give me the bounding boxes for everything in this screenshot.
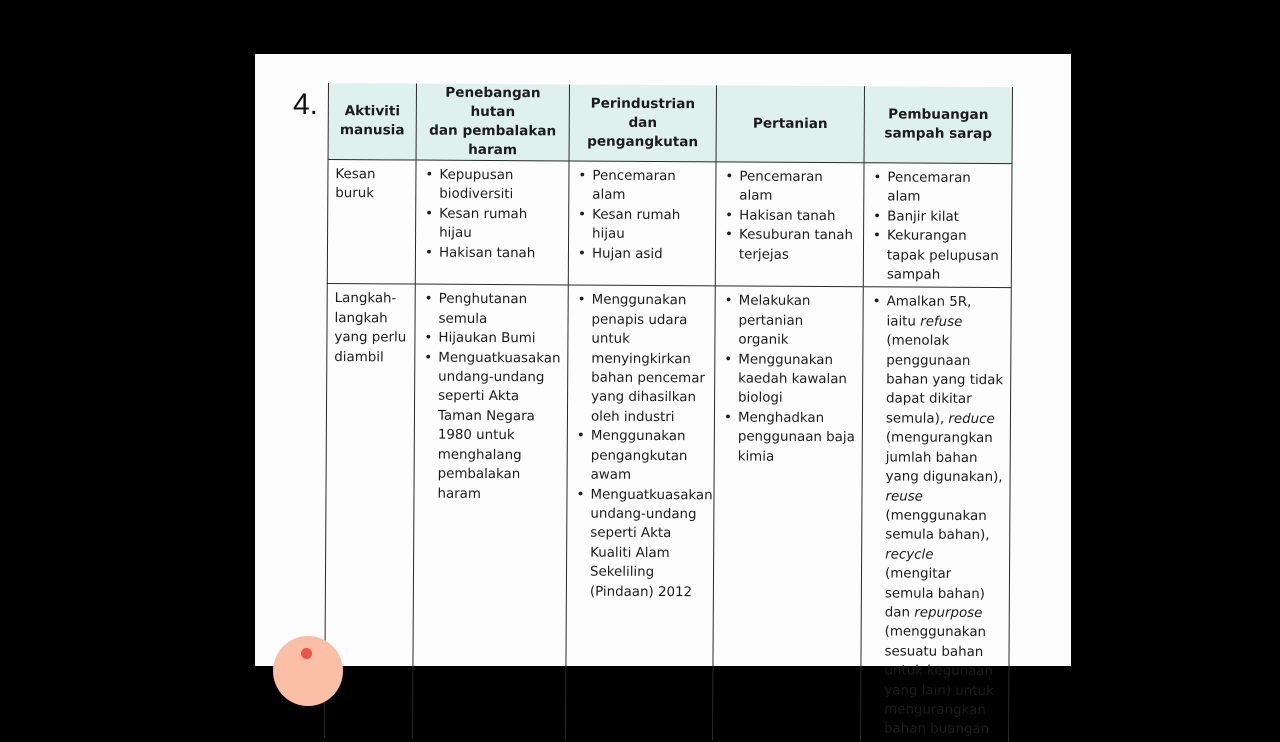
cell-langkah-penebangan	[412, 284, 568, 739]
recording-indicator[interactable]	[273, 636, 343, 706]
list-item: • Amalkan 5R, iaitu refuse (menolak penggunaan bahan yang tidak dapat dikitar semula), reduce (mengurangkan jumlah bahan yang digunakan), reuse (menggunakan semula bahan), recycle (mengitar semula bahan) dan repurpose (menggunakan sesuatu bahan untuk kegunaan yang lain) untuk mengurangkan bahan buangan	[868, 293, 1005, 740]
cell-kesan-penebangan	[415, 160, 569, 285]
row-langkah	[325, 284, 1012, 742]
list-item: • Banjir kilat	[871, 207, 1005, 227]
header-penebangan: Penebangan hutan dan pembalakan haram	[416, 84, 569, 161]
list-item: • Melakukan pertanian organik	[722, 292, 856, 351]
list-item: • Menguatkuasakan undang-undang seperti Akta Taman Negara 1980 untuk menghalang pembalakan haram	[421, 348, 561, 504]
impact-table	[324, 83, 1013, 742]
row-label-kesan: Kesan buruk	[327, 160, 416, 285]
table-sheet	[324, 83, 1012, 738]
list-item: • Menggunakan pengangkutan awam	[575, 427, 708, 486]
question-number: 4.	[293, 88, 319, 121]
row-label-langkah: Langkah- langkah yang perlu diambil	[325, 284, 416, 738]
row-kesan-buruk	[327, 160, 1012, 289]
list-item: • Pencemaran alam	[871, 168, 1005, 208]
list-item: • Pencemaran alam	[723, 167, 857, 207]
cell-langkah-pembuangan	[860, 287, 1011, 742]
list-item: • Kesan rumah hijau	[576, 205, 709, 245]
list-item: • Menguatkuasakan undang-undang seperti Akta Kualiti Alam Sekeliling (Pindaan) 2012	[574, 485, 708, 602]
list-item: • Kepupusan biodiversiti	[423, 166, 562, 206]
document-page	[255, 54, 1071, 738]
cell-kesan-pertanian	[715, 162, 864, 287]
cell-langkah-pertanian	[712, 286, 863, 741]
header-aktiviti: Aktiviti manusia	[328, 83, 416, 160]
cell-langkah-perindustrian	[565, 285, 715, 740]
cell-kesan-perindustrian	[568, 161, 716, 286]
list-item: • Kesuburan tanah terjejas	[723, 226, 857, 266]
list-item: • Hijaukan Bumi	[422, 329, 561, 349]
list-item: • Hujan asid	[576, 244, 709, 264]
list-item: • Menggunakan penapis udara untuk menyingkirkan bahan pencemar yang dihasilkan oleh industri	[575, 291, 709, 428]
cell-kesan-pembuangan	[863, 163, 1012, 288]
list-item: • Kesan rumah hijau	[423, 204, 562, 244]
header-pembuangan: Pembuangan sampah sarap	[864, 86, 1012, 163]
list-item: • Kekurangan tapak pelupusan sampah	[871, 227, 1005, 286]
list-item: • Menghadkan penggunaan baja kimia	[722, 408, 856, 467]
header-row	[328, 83, 1012, 164]
list-item: • Pencemaran alam	[576, 167, 709, 207]
list-item: • Penghutanan semula	[423, 290, 562, 330]
recording-indicator-dot	[301, 648, 312, 659]
list-item: • Hakisan tanah	[723, 206, 857, 226]
list-item: • Menggunakan kaedah kawalan biologi	[722, 350, 856, 409]
list-item: • Hakisan tanah	[423, 243, 562, 263]
header-perindustrian: Perindustrian dan pengangkutan	[569, 84, 716, 161]
header-pertanian: Pertanian	[716, 85, 864, 162]
